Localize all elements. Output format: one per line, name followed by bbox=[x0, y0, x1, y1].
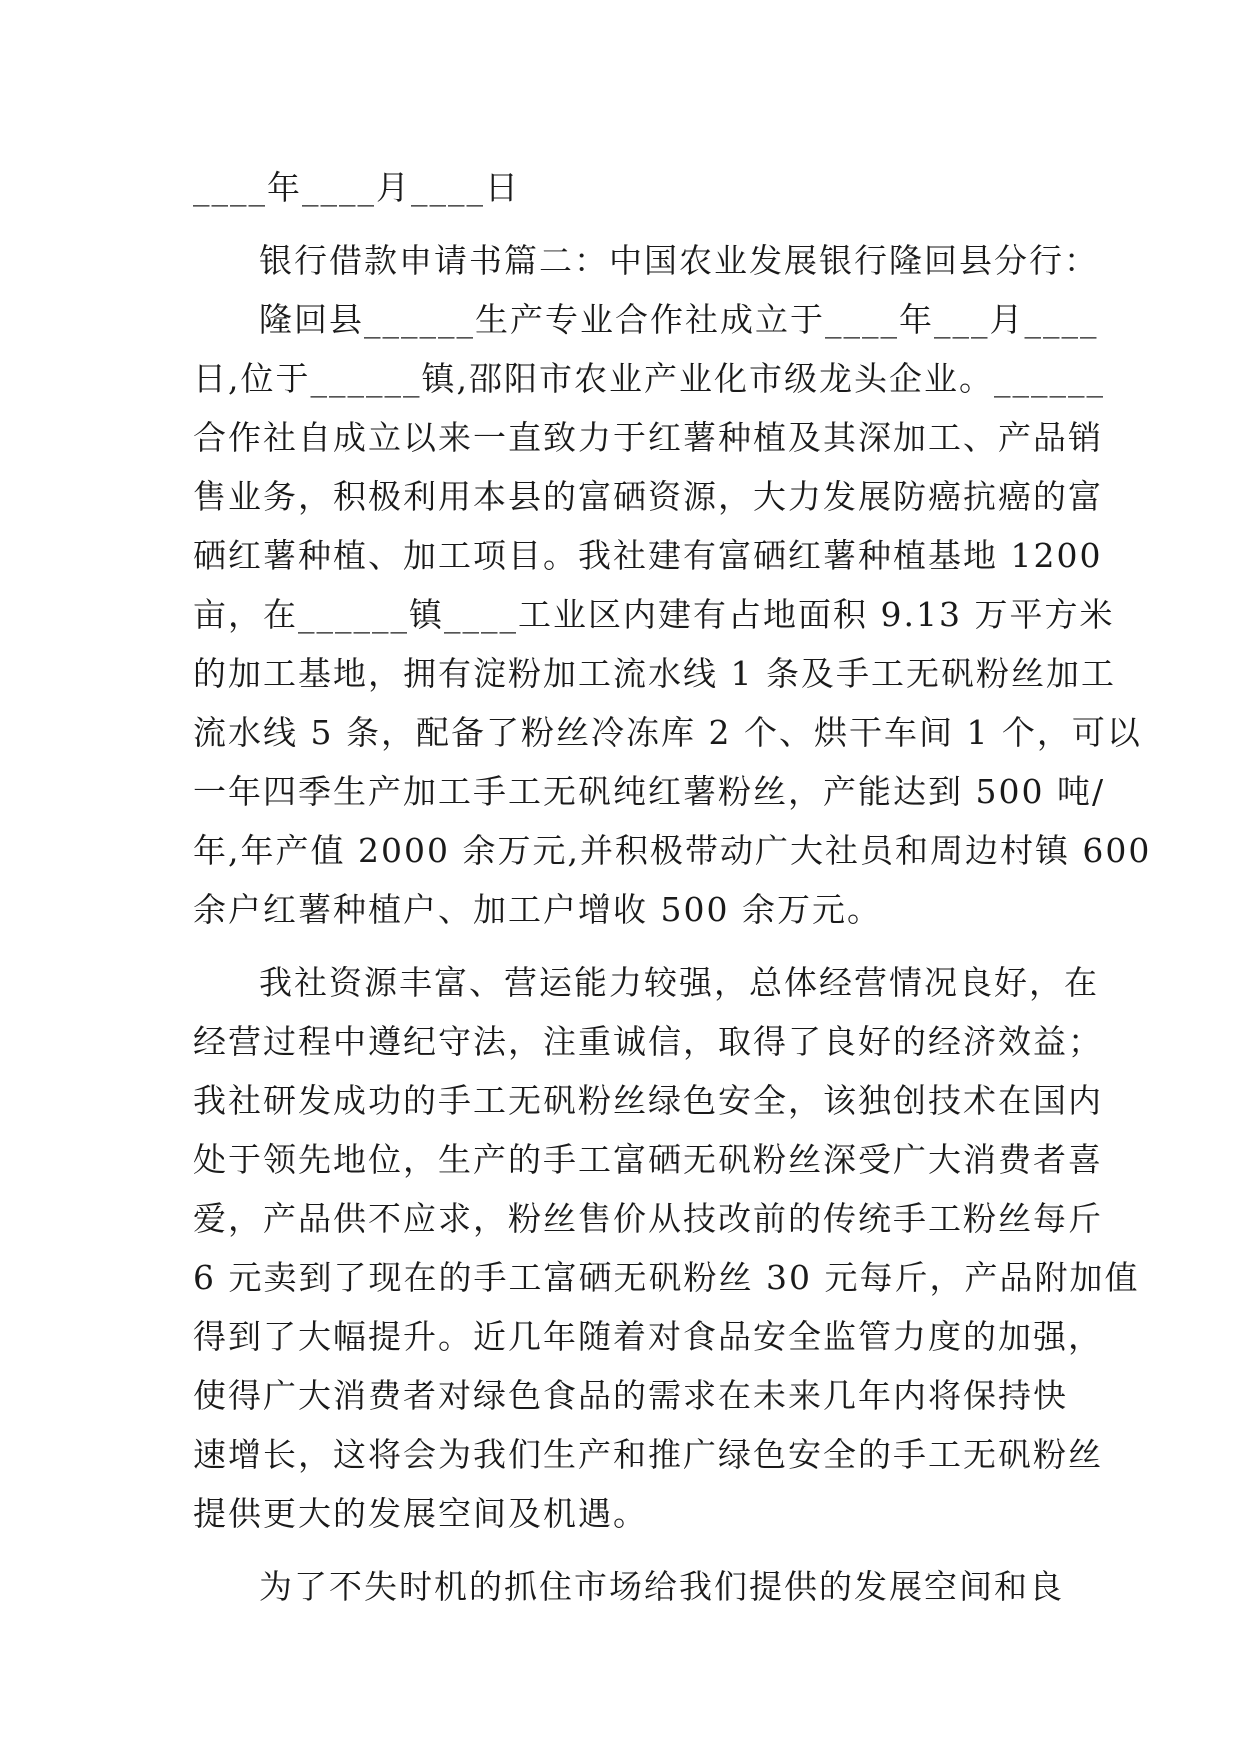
paragraph-2-line-5: 爱，产品供不应求，粉丝售价从技改前的传统手工粉丝每斤 bbox=[193, 1199, 1103, 1238]
paragraph-1-line-4: 售业务，积极利用本县的富硒资源，大力发展防癌抗癌的富 bbox=[193, 477, 1103, 516]
paragraph-2-line-1: 我社资源丰富、营运能力较强，总体经营情况良好，在 bbox=[259, 963, 1099, 1002]
paragraph-2-line-10: 提供更大的发展空间及机遇。 bbox=[193, 1494, 648, 1533]
paragraph-2-line-6: 6 元卖到了现在的手工富硒无矾粉丝 30 元每斤，产品附加值 bbox=[193, 1258, 1140, 1297]
paragraph-1-line-10: 年,年产值 2000 余万元,并积极带动广大社员和周边村镇 600 bbox=[193, 831, 1152, 870]
paragraph-2-line-7: 得到了大幅提升。近几年随着对食品安全监管力度的加强， bbox=[193, 1317, 1103, 1356]
paragraph-2-line-9: 速增长，这将会为我们生产和推广绿色安全的手工无矾粉丝 bbox=[193, 1435, 1103, 1474]
paragraph-2-line-3: 我社研发成功的手工无矾粉丝绿色安全，该独创技术在国内 bbox=[193, 1081, 1103, 1120]
paragraph-1-line-2: 日,位于______镇,邵阳市农业产业化市级龙头企业。______ bbox=[193, 359, 1105, 398]
section-heading-line: 银行借款申请书篇二：中国农业发展银行隆回县分行： bbox=[259, 241, 1099, 280]
paragraph-2-line-2: 经营过程中遵纪守法，注重诚信，取得了良好的经济效益； bbox=[193, 1022, 1103, 1061]
paragraph-1-line-9: 一年四季生产加工手工无矾纯红薯粉丝，产能达到 500 吨/ bbox=[193, 772, 1106, 811]
paragraph-2-line-4: 处于领先地位，生产的手工富硒无矾粉丝深受广大消费者喜 bbox=[193, 1140, 1103, 1179]
document-body bbox=[193, 158, 1152, 1616]
paragraph-1-line-1: 隆回县______生产专业合作社成立于____年___月____ bbox=[259, 300, 1099, 339]
date-line: ____年____月____日 bbox=[193, 168, 520, 207]
paragraph-1-line-3: 合作社自成立以来一直致力于红薯种植及其深加工、产品销 bbox=[193, 418, 1103, 457]
paragraph-1-line-8: 流水线 5 条，配备了粉丝冷冻库 2 个、烘干车间 1 个，可以 bbox=[193, 713, 1142, 752]
paragraph-1-line-11: 余户红薯种植户、加工户增收 500 余万元。 bbox=[193, 890, 882, 929]
paragraph-1-line-5: 硒红薯种植、加工项目。我社建有富硒红薯种植基地 1200 bbox=[193, 536, 1103, 575]
paragraph-3-line-1: 为了不失时机的抓住市场给我们提供的发展空间和良 bbox=[259, 1567, 1064, 1606]
paragraph-1-line-6: 亩，在______镇____工业区内建有占地面积 9.13 万平方米 bbox=[193, 595, 1115, 634]
paragraph-2-line-8: 使得广大消费者对绿色食品的需求在未来几年内将保持快 bbox=[193, 1376, 1068, 1415]
paragraph-1-line-7: 的加工基地，拥有淀粉加工流水线 1 条及手工无矾粉丝加工 bbox=[193, 654, 1116, 693]
